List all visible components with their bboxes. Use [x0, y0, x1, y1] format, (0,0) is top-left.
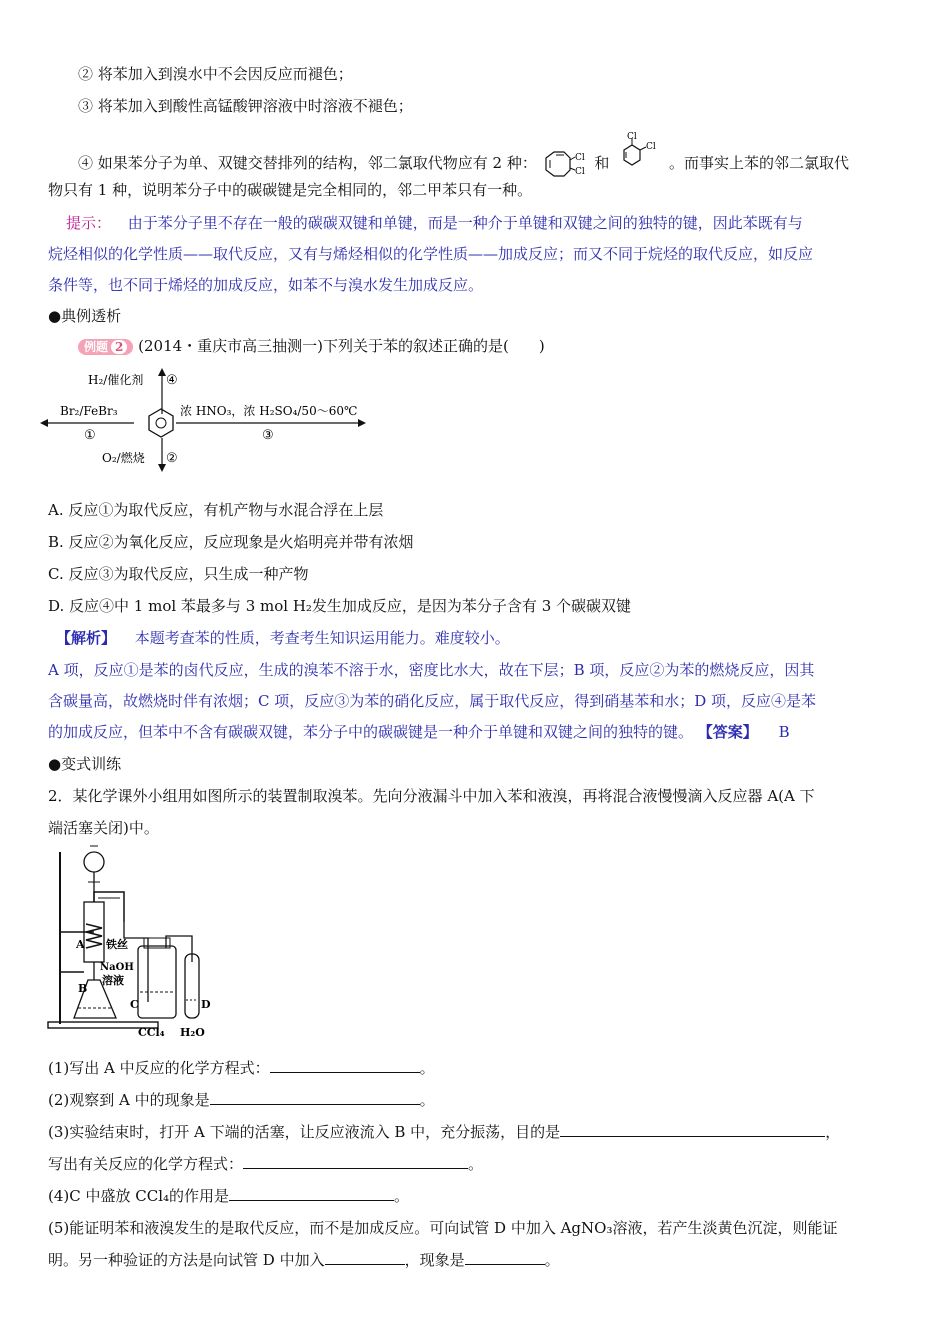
cl-label: Cl: [574, 167, 585, 177]
option-c: C. 反应③为取代反应，只生成一种产物: [48, 565, 309, 583]
analysis-line-1: A 项，反应①是苯的卤代反应，生成的溴苯不溶于水，密度比水大，故在下层；B 项，反应②为苯的燃烧反应，因其: [48, 661, 815, 679]
label-b: B: [78, 982, 88, 995]
label-a: A: [76, 938, 85, 951]
label-d: D: [201, 998, 211, 1011]
answer-blank[interactable]: [210, 1090, 420, 1105]
analysis-line-3: [48, 722, 790, 742]
example-badge: 例题 2: [78, 339, 133, 355]
reagent-top: H₂/催化剂: [88, 373, 144, 387]
analysis-label: 【解析】: [56, 629, 117, 647]
sub-question-3: [48, 1122, 840, 1142]
sub-question-1: [48, 1058, 435, 1078]
example-stem: [78, 336, 545, 356]
ortho-dichloro-structure-2: [614, 132, 664, 176]
section-practice: ●变式训练: [48, 755, 122, 773]
cl-label: Cl: [627, 132, 637, 142]
intro-item-4-continued: 物只有 1 种，说明苯分子中的碳碳键是完全相同的，邻二甲苯只有一种。: [48, 181, 533, 199]
question-line-2: 端活塞关闭)中。: [48, 819, 159, 837]
tip-line-2: 烷烃相似的化学性质——取代反应，又有与烯烃相似的化学性质——加成反应；而又不同于烷烃的取代反应，如反应: [48, 245, 814, 263]
answer-blank[interactable]: [560, 1122, 825, 1137]
answer-value: B: [778, 723, 790, 741]
sub1-end: 。: [419, 1059, 435, 1077]
label-ccl4: CCl₄: [138, 1026, 165, 1039]
option-a: A. 反应①为取代反应，有机产物与水混合浮在上层: [48, 501, 384, 519]
analysis-heading: [56, 628, 510, 648]
reagent-bottom: O₂/燃烧: [102, 451, 145, 465]
answer-blank[interactable]: [270, 1058, 420, 1073]
reagent-left: Br₂/FeBr₃: [60, 404, 118, 418]
answer-label: 【答案】: [697, 723, 758, 741]
sub3b-end: 。: [468, 1155, 484, 1173]
analysis-intro: 本题考查苯的性质，考查考生知识运用能力。难度较小。: [134, 629, 510, 647]
question-line-1: 2．某化学课外小组用如图所示的装置制取溴苯。先向分液漏斗中加入苯和液溴，再将混合液慢慢滴入反应器 A(A 下: [48, 787, 815, 805]
sub-question-2: [48, 1090, 435, 1110]
sub2-end: 。: [419, 1091, 435, 1109]
sub-question-4: [48, 1186, 409, 1206]
sub5-end: 。: [544, 1251, 560, 1269]
reaction-scheme: [36, 364, 376, 474]
sub5-text: 明。另一种验证的方法是向试管 D 中加入: [48, 1251, 325, 1269]
cl-label: Cl: [574, 153, 585, 163]
example-stem-text: (2014・重庆市高三抽测一)下列关于苯的叙述正确的是( ): [138, 337, 545, 355]
num-bottom: ②: [166, 451, 178, 466]
intro-item-2: ② 将苯加入到溴水中不会因反应而褪色；: [78, 65, 353, 83]
option-d: D. 反应④中 1 mol 苯最多与 3 mol H₂发生加成反应，是因为苯分子含有 3 个碳碳双键: [48, 597, 632, 615]
sub3b-text: 写出有关反应的化学方程式：: [48, 1155, 244, 1173]
num-left: ①: [84, 428, 96, 443]
answer-blank[interactable]: [465, 1250, 545, 1265]
intro-item-3: ③ 将苯加入到酸性高锰酸钾溶液中时溶液不褪色；: [78, 97, 413, 115]
intro-and: 和: [594, 154, 610, 172]
label-solution: 溶液: [102, 974, 124, 987]
answer-blank[interactable]: [229, 1186, 394, 1201]
option-b: B. 反应②为氧化反应，反应现象是火焰明亮并带有浓烟: [48, 533, 414, 551]
reagent-right: 浓 HNO₃，浓 H₂SO₄/50～60℃: [180, 404, 358, 418]
sub2-text: (2)观察到 A 中的现象是: [48, 1091, 210, 1109]
tip-label: 提示：: [66, 214, 112, 232]
tip-line-3: 条件等，也不同于烯烃的加成反应，如苯不与溴水发生加成反应。: [48, 276, 484, 294]
tip-text: 由于苯分子里不存在一般的碳碳双键和单键，而是一种介于单键和双键之间的独特的键，因此苯既有与: [127, 214, 803, 232]
answer-blank[interactable]: [243, 1154, 468, 1169]
num-right: ③: [262, 428, 274, 443]
sub-question-3b: [48, 1154, 483, 1174]
intro-item-4-tail: 。而事实上苯的邻二氯取代: [669, 154, 850, 172]
sub-question-5-line-2: [48, 1250, 560, 1270]
sub1-text: (1)写出 A 中反应的化学方程式：: [48, 1059, 270, 1077]
apparatus-diagram: [44, 842, 224, 1042]
answer-blank[interactable]: [325, 1250, 405, 1265]
sub5-text-2: ，现象是: [404, 1251, 465, 1269]
label-h2o: H₂O: [180, 1026, 205, 1039]
sub3-end: ，: [825, 1123, 841, 1141]
section-example: ●典例透析: [48, 307, 122, 325]
cl-label: Cl: [646, 142, 656, 152]
sub3-text: (3)实验结束时，打开 A 下端的活塞，让反应液流入 B 中，充分振荡，目的是: [48, 1123, 561, 1141]
intro-item-4: [78, 132, 850, 180]
tip-line-1: [66, 213, 803, 233]
num-top: ④: [166, 373, 178, 388]
analysis-line-2: 含碳量高，故燃烧时伴有浓烟；C 项，反应③为苯的硝化反应，属于取代反应，得到硝基苯和水；D 项，反应④是苯: [48, 692, 817, 710]
label-iron: 铁丝: [106, 938, 128, 951]
ortho-dichloro-structure-1: [542, 148, 590, 180]
sub4-text: (4)C 中盛放 CCl₄的作用是: [48, 1187, 230, 1205]
label-c: C: [130, 998, 139, 1011]
sub-question-5-line-1: (5)能证明苯和液溴发生的是取代反应，而不是加成反应。可向试管 D 中加入 AgNO₃溶液，若产生淡黄色沉淀，则能证: [48, 1219, 838, 1237]
analysis-line-3-text: 的加成反应，但苯中不含有碳碳双键，苯分子中的碳碳键是一种介于单键和双键之间的独特的键。: [48, 723, 694, 741]
intro-item-4-text: ④ 如果苯分子为单、双键交替排列的结构，邻二氯取代物应有 2 种：: [78, 154, 537, 172]
label-naoh: NaOH: [100, 962, 134, 973]
sub4-end: 。: [394, 1187, 410, 1205]
